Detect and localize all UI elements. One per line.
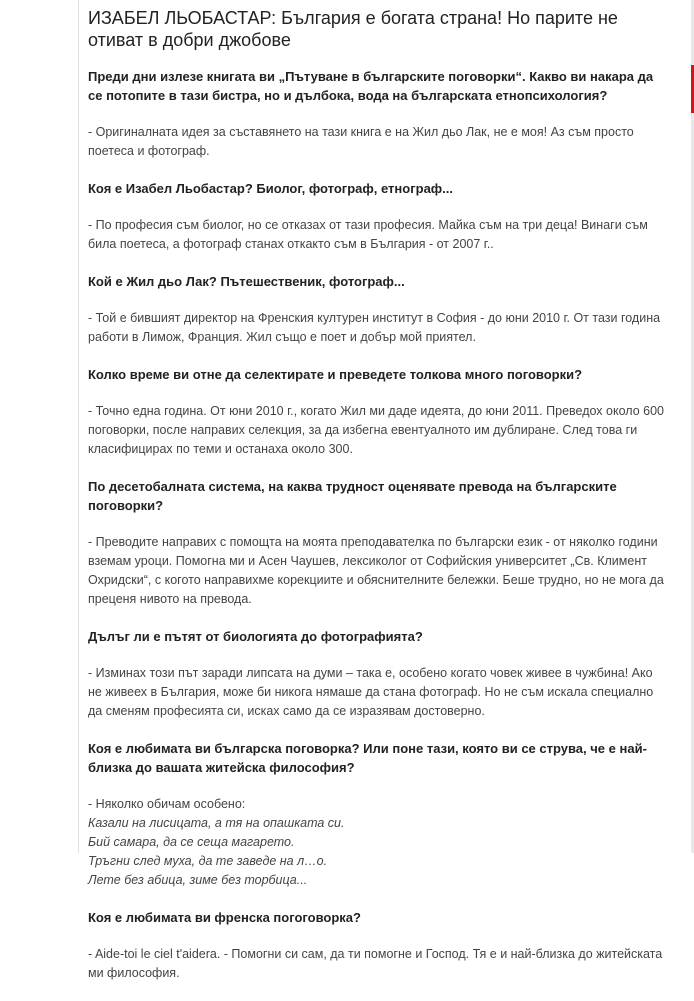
proverb-line: Бий самара, да се сеща магарето. — [88, 835, 295, 849]
answer: - Преводите направих с помощта на моята преподавателка по български език - от няколко години вземам уроци. Помогна ми и Асен Чаушев, лексиколог от Софийския университет „Св. Климент Охридски“, с когото направихме корекциите и обяснителните бележки. Беше трудно, но не мога да преценя нивото на превода. — [88, 535, 664, 606]
answer: - Той е бившият директор на Френския културен институт в София - до юни 2010 г. От тази година работи в Лимож, Франция. Жил също е поет и добър мой приятел. — [88, 311, 661, 344]
question: По десетобалната система, на каква трудност оценявате превода на българските поговорки? — [88, 479, 617, 513]
proverb-line: Казали на лисицата, а тя на опашката си. — [88, 816, 345, 830]
answer: - Оригиналната идея за съставянето на тази книга е на Жил дьо Лак, не е моя! Аз съм просто поетеса и фотограф. — [88, 125, 634, 158]
question: Преди дни излезе книгата ви „Пътуване в българските поговорки“. Какво ви накара да се потопите в тази бистра, но и дълбока, вода на българската етнопсихология? — [88, 69, 654, 103]
proverb-line: Тръгни след муха, да те заведе на л…о. — [88, 854, 328, 868]
answer: - Изминах този път заради липсата на думи – така е, особено когато човек живее в чужбина! Ако не живеех в България, може би никога нямаше да стана фотограф. Но не съм искала специално да сменям професията си, исках само да се изразявам достоверно. — [88, 666, 654, 718]
answer: - Точно една година. От юни 2010 г., когато Жил ми даде идеята, до юни 2011. Преведох около 600 поговорки, после направих селекция, за да избегна евентуалното им дублиране. След това ги класифицирах по теми и останаха около 300. — [88, 404, 664, 456]
proverb-line: Лете без абица, зиме без торбица... — [88, 873, 308, 887]
answer — [88, 795, 668, 890]
answer-intro: - Няколко обичам особено: — [88, 797, 246, 811]
question: Коя е любимата ви българска поговорка? Или поне тази, която ви се струва, че е най-близка до вашата житейска философия? — [88, 741, 647, 775]
answer: - По професия съм биолог, но се отказах от тази професия. Майка съм на три деца! Винаги съм била поетеса, а фотограф станах откакто съм в България - от 2007 г.. — [88, 218, 648, 251]
article-title: ИЗАБЕЛ ЛЬОБАСТАР: България е богата страна! Но парите не отиват в добри джобове — [88, 8, 618, 50]
question: Кой е Жил дьо Лак? Пътешественик, фотограф... — [88, 274, 405, 289]
question: Колко време ви отне да селектирате и преведете толкова много поговорки? — [88, 367, 583, 382]
article — [88, 7, 668, 1001]
column-divider — [78, 0, 79, 853]
question: Коя е Изабел Льобастар? Биолог, фотограф, етнограф... — [88, 181, 454, 196]
answer: - Aide-toi le ciel t'aidera. - Помогни си сам, да ти помогне и Господ. Тя е и най-близка до житейската ми философия. — [88, 947, 663, 980]
question: Коя е любимата ви френска погоговорка? — [88, 910, 361, 925]
question: Дълъг ли е пътят от биологията до фотографията? — [88, 629, 423, 644]
